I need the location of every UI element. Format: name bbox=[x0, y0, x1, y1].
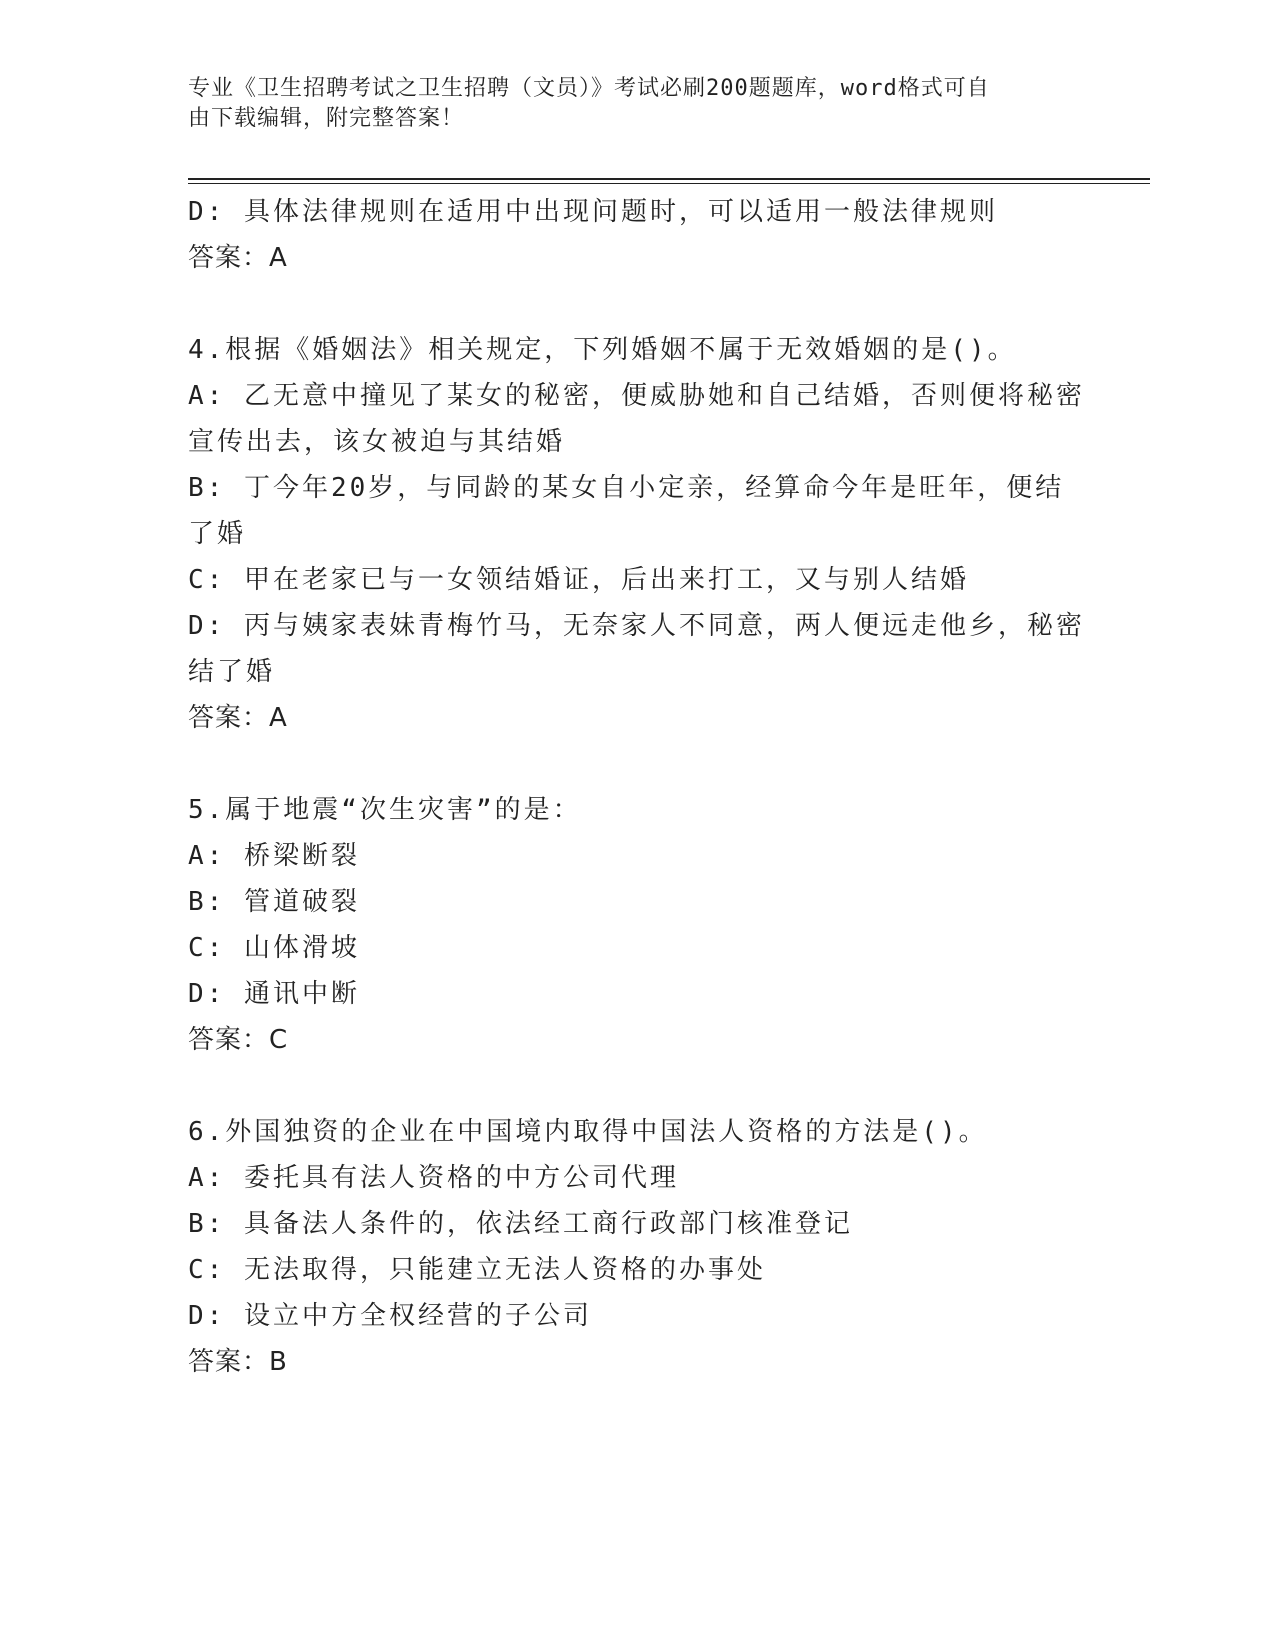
option-d: D: 通讯中断 bbox=[188, 979, 360, 1009]
header-title-line-1: 专业《卫生招聘考试之卫生招聘（文员）》考试必刷200题题库，word格式可自 bbox=[188, 76, 990, 101]
question-6 bbox=[188, 1109, 1088, 1385]
answer-line: 答案：B bbox=[188, 1347, 288, 1377]
option-b-continued: 了婚 bbox=[188, 519, 247, 549]
option-b: B: 具备法人条件的，依法经工商行政部门核准登记 bbox=[188, 1209, 853, 1239]
question-4 bbox=[188, 327, 1088, 741]
answer-line: 答案：A bbox=[188, 703, 288, 733]
page-header bbox=[188, 74, 1088, 134]
header-title-line-2: 由下载编辑，附完整答案！ bbox=[188, 106, 465, 131]
question-list bbox=[188, 189, 1088, 1385]
question-stem: 5.属于地震“次生灾害”的是： bbox=[188, 795, 582, 825]
option-a: A: 桥梁断裂 bbox=[188, 841, 360, 871]
spacer bbox=[188, 281, 1088, 327]
option-c: C: 无法取得，只能建立无法人资格的办事处 bbox=[188, 1255, 766, 1285]
option-a: A: 乙无意中撞见了某女的秘密，便威胁她和自己结婚，否则便将秘密 bbox=[188, 381, 1085, 411]
option-d: D: 设立中方全权经营的子公司 bbox=[188, 1301, 592, 1331]
option-d-continued: 结了婚 bbox=[188, 657, 276, 687]
option-c: C: 山体滑坡 bbox=[188, 933, 360, 963]
header-divider-thin bbox=[188, 183, 1150, 184]
option-b: B: 管道破裂 bbox=[188, 887, 360, 917]
question-5 bbox=[188, 787, 1088, 1063]
option-d: D: 具体法律规则在适用中出现问题时，可以适用一般法律规则 bbox=[188, 197, 998, 227]
option-c: C: 甲在老家已与一女领结婚证，后出来打工，又与别人结婚 bbox=[188, 565, 969, 595]
option-b: B: 丁今年20岁，与同龄的某女自小定亲，经算命今年是旺年，便结 bbox=[188, 473, 1065, 503]
header-divider-thick bbox=[188, 178, 1150, 180]
spacer bbox=[188, 741, 1088, 787]
answer-line: 答案：C bbox=[188, 1025, 289, 1055]
option-a: A: 委托具有法人资格的中方公司代理 bbox=[188, 1163, 679, 1193]
question-3-continued bbox=[188, 189, 1088, 281]
question-stem: 4.根据《婚姻法》相关规定，下列婚姻不属于无效婚姻的是()。 bbox=[188, 335, 1017, 365]
option-d: D: 丙与姨家表妹青梅竹马，无奈家人不同意，两人便远走他乡，秘密 bbox=[188, 611, 1085, 641]
spacer bbox=[188, 1063, 1088, 1109]
question-stem: 6.外国独资的企业在中国境内取得中国法人资格的方法是()。 bbox=[188, 1117, 988, 1147]
answer-line: 答案：A bbox=[188, 243, 288, 273]
option-a-continued: 宣传出去，该女被迫与其结婚 bbox=[188, 427, 566, 457]
